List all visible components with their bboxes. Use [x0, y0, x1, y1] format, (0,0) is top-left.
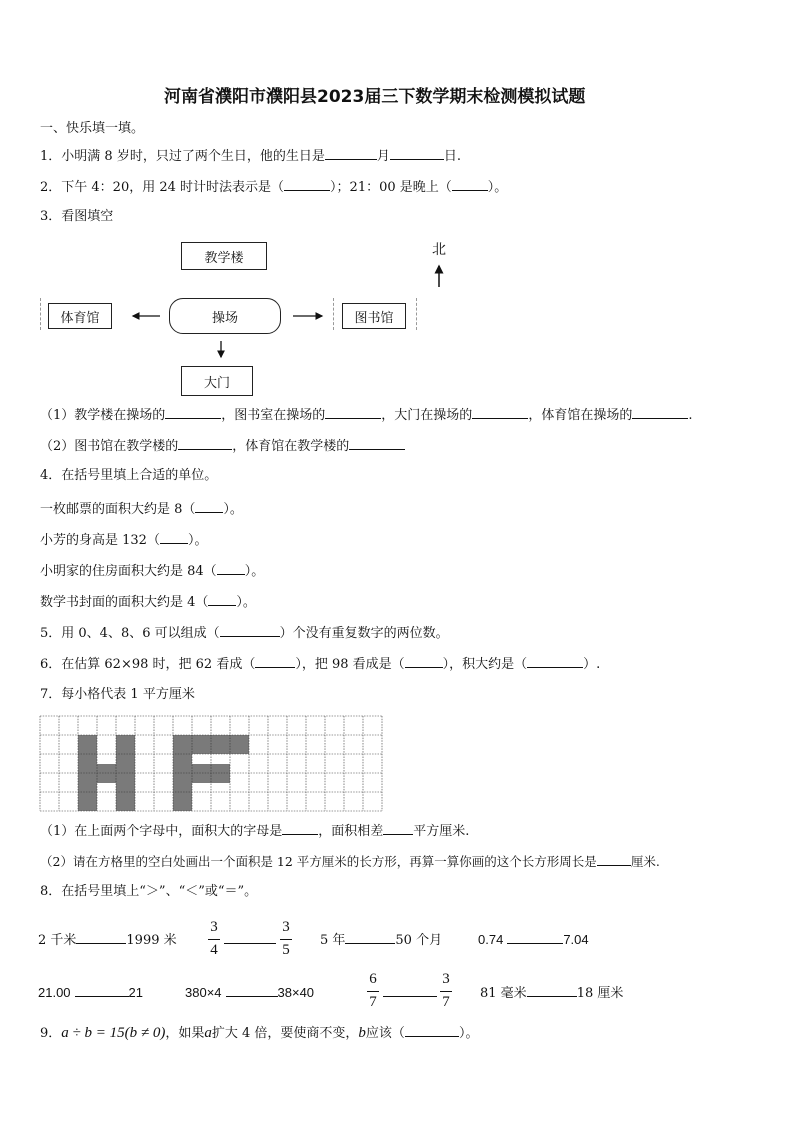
compare-left: 21.00 [38, 985, 71, 1000]
question-text: 月 [376, 149, 390, 164]
question-text: 小明满 8 岁时，只过了两个生日，他的生日是 [61, 149, 325, 164]
question-text: ），积大约是（ [442, 657, 528, 672]
compare-right: 7.04 [563, 932, 589, 947]
unit-line [40, 563, 264, 578]
answer-blank[interactable] [405, 1025, 459, 1037]
answer-blank[interactable] [632, 407, 688, 419]
answer-blank[interactable] [383, 985, 437, 997]
question-8 [40, 885, 257, 898]
map-box-gate: 大门 [181, 366, 253, 396]
question-text: 下午 4：20，用 24 时计时法表示是（ [61, 180, 285, 195]
answer-blank[interactable] [325, 407, 381, 419]
compare-left: 0.74 [478, 932, 504, 947]
question-text: ，体育馆在教学楼的 [232, 439, 350, 454]
question-text: ，如果 [165, 1026, 205, 1041]
fraction-numerator: 3 [442, 971, 450, 987]
question-text: ）. [583, 657, 601, 672]
formula: a ÷ b = 15(b ≠ 0) [61, 1025, 166, 1041]
question-text: 应该（ [365, 1026, 405, 1041]
question-text: ）。 [244, 564, 265, 579]
question-9 [40, 1025, 478, 1041]
question-text: ）。 [187, 533, 208, 548]
compare-item [478, 932, 589, 946]
question-3-sub1 [40, 407, 692, 422]
question-number: 6． [40, 657, 62, 672]
question-text: 小芳的身高是 132（ [40, 533, 160, 548]
answer-blank[interactable] [527, 985, 577, 997]
question-text: ），把 98 看成是（ [295, 657, 405, 672]
question-text: ）；21：00 是晚上（ [330, 180, 452, 195]
answer-blank[interactable] [527, 656, 583, 668]
compare-item [480, 985, 623, 1000]
question-text: 在括号里填上“＞”、“＜”或“＝”。 [61, 884, 258, 899]
compare-left: 81 毫米 [480, 986, 527, 1001]
question-number: 9． [40, 1026, 62, 1041]
fraction-denominator: 7 [442, 994, 450, 1010]
question-3-sub2 [40, 438, 405, 453]
question-text: 用 0、4、8、6 可以组成（ [61, 626, 220, 641]
unit-line [40, 501, 243, 516]
answer-blank[interactable] [383, 823, 413, 835]
question-text: 每小格代表 1 平方厘米 [61, 687, 195, 702]
answer-blank[interactable] [405, 656, 443, 668]
answer-blank[interactable] [160, 532, 188, 544]
map-box-playground: 操场 [169, 298, 281, 334]
north-label: 北 [432, 242, 446, 258]
question-text: ，大门在操场的 [381, 408, 473, 423]
question-text: （2）请在方格里的空白处画出一个面积是 12 平方厘米的长方形，再算一算你画的这个长方形周长是 [40, 854, 597, 869]
compare-left: 380×4 [185, 985, 222, 1000]
compare-right: 1999 米 [126, 933, 177, 948]
question-7 [40, 688, 195, 701]
compare-item [38, 932, 177, 947]
question-6 [40, 656, 600, 671]
unit-line [40, 594, 256, 609]
question-text: ）。 [458, 1026, 479, 1041]
question-text: ，体育馆在操场的 [528, 408, 633, 423]
compare-item [185, 985, 314, 999]
fraction-denominator: 7 [369, 994, 377, 1010]
question-number: 8． [40, 884, 62, 899]
fraction-numerator: 3 [282, 919, 290, 935]
question-text: . [688, 408, 693, 423]
map-box-gym: 体育馆 [48, 303, 112, 329]
compare-right: 18 厘米 [576, 986, 624, 1001]
answer-blank[interactable] [349, 438, 405, 450]
question-number: 2． [40, 180, 62, 195]
question-number: 3． [40, 209, 62, 224]
question-5 [40, 625, 449, 640]
question-7-sub1 [40, 823, 469, 838]
section-heading: 一、快乐填一填。 [40, 121, 145, 136]
fraction-bar [367, 991, 379, 992]
answer-blank[interactable] [345, 932, 395, 944]
square-grid[interactable] [40, 716, 380, 812]
fraction-denominator: 4 [210, 942, 218, 958]
question-text: 日. [443, 149, 461, 164]
question-text: （1）在上面两个字母中，面积大的字母是 [40, 824, 283, 839]
answer-blank[interactable] [220, 625, 280, 637]
answer-blank[interactable] [217, 563, 245, 575]
fraction-numerator: 3 [210, 919, 218, 935]
answer-blank[interactable] [226, 985, 278, 997]
question-text: 扩大 4 倍，要使商不变， [211, 1026, 359, 1041]
question-number: 7． [40, 687, 62, 702]
compare-left: 2 千米 [38, 933, 77, 948]
question-text: ）。 [236, 595, 256, 610]
question-text: ，面积相差 [318, 824, 384, 839]
compare-item [320, 932, 442, 947]
question-4 [40, 469, 217, 482]
question-text: ）。 [487, 180, 508, 195]
answer-blank[interactable] [195, 501, 223, 513]
question-text: ，图书室在操场的 [221, 408, 326, 423]
map-box-library: 图书馆 [342, 303, 406, 329]
variable: a [204, 1025, 212, 1041]
answer-blank[interactable] [178, 438, 232, 450]
answer-blank[interactable] [282, 823, 318, 835]
fraction-bar [440, 991, 452, 992]
page-title: 河南省濮阳市濮阳县2023届三下数学期末检测模拟试题 [164, 87, 586, 107]
question-number: 1． [40, 149, 62, 164]
answer-blank[interactable] [472, 407, 528, 419]
question-text: 数学书封面的面积大约是 4（ [40, 595, 209, 610]
map-box-teaching-building: 教学楼 [181, 242, 267, 270]
variable: b [358, 1025, 366, 1041]
fraction-numerator: 6 [369, 971, 377, 987]
compare-right: 21 [128, 985, 144, 1000]
compare-item [38, 985, 143, 999]
question-text: 一枚邮票的面积大约是 8（ [40, 502, 196, 517]
fraction-bar [208, 939, 220, 940]
question-number: 5． [40, 626, 62, 641]
answer-blank[interactable] [76, 932, 126, 944]
question-number: 4． [40, 468, 62, 483]
question-text: ）。 [223, 502, 243, 517]
question-text: 看图填空 [61, 209, 114, 224]
question-text: 平方厘米. [413, 824, 470, 839]
question-7-sub2 [40, 854, 660, 869]
answer-blank[interactable] [165, 407, 221, 419]
unit-line [40, 532, 207, 547]
question-text: 厘米. [630, 854, 660, 869]
question-text: ）个没有重复数字的两位数。 [279, 626, 449, 641]
answer-blank[interactable] [507, 932, 563, 944]
answer-blank[interactable] [255, 656, 295, 668]
question-text: （2）图书馆在教学楼的 [40, 439, 179, 454]
question-text: 在括号里填上合适的单位。 [61, 468, 218, 483]
answer-blank[interactable] [597, 854, 631, 866]
compare-right: 50 个月 [395, 933, 443, 948]
answer-blank[interactable] [75, 985, 129, 997]
question-text: 小明家的住房面积大约是 84（ [40, 564, 217, 579]
question-text: 在估算 62×98 时，把 62 看成（ [61, 657, 256, 672]
answer-blank[interactable] [208, 594, 236, 606]
compare-right: 38×40 [277, 985, 315, 1000]
fraction-denominator: 5 [282, 942, 290, 958]
answer-blank[interactable] [224, 932, 276, 944]
compare-left: 5 年 [320, 933, 346, 948]
question-text: （1）教学楼在操场的 [40, 408, 166, 423]
fraction-bar [280, 939, 292, 940]
